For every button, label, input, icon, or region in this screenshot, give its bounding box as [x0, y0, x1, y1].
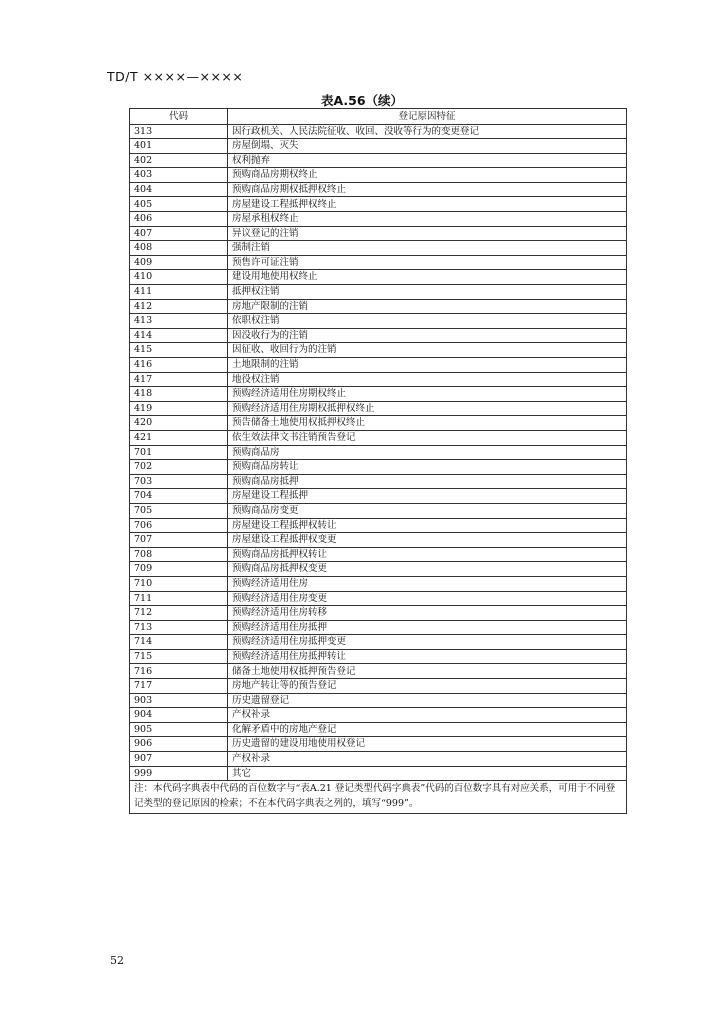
table-row [130, 416, 627, 431]
table-row [130, 255, 627, 270]
code-cell: 716 [130, 664, 228, 679]
reason-cell: 预购经济适用住房抵押变更 [228, 635, 627, 650]
reason-cell: 土地限制的注销 [228, 358, 627, 373]
table-row [130, 343, 627, 358]
page-number: 52 [110, 954, 124, 967]
reason-cell: 预购商品房抵押权变更 [228, 562, 627, 577]
reason-cell: 房屋建设工程抵押 [228, 489, 627, 504]
code-cell: 712 [130, 606, 228, 621]
reason-cell: 房地产转让等的预告登记 [228, 679, 627, 694]
reason-cell: 预购商品房变更 [228, 503, 627, 518]
reason-cell: 预购经济适用住房 [228, 576, 627, 591]
code-cell: 711 [130, 591, 228, 606]
reason-cell: 预购商品房 [228, 445, 627, 460]
table-row [130, 285, 627, 300]
table-row [130, 168, 627, 183]
code-cell: 413 [130, 314, 228, 329]
table-row [130, 197, 627, 212]
reason-cell: 因行政机关、人民法院征收、收回、没收等行为的变更登记 [228, 124, 627, 139]
code-cell: 707 [130, 533, 228, 548]
table-header-row [130, 109, 627, 125]
table-row [130, 708, 627, 723]
code-cell: 903 [130, 693, 228, 708]
table-row [130, 328, 627, 343]
table-row [130, 766, 627, 781]
code-cell: 710 [130, 576, 228, 591]
reason-cell: 预购商品房期权抵押权终止 [228, 182, 627, 197]
reason-cell: 预购商品房抵押权转让 [228, 547, 627, 562]
reason-cell: 预购经济适用住房抵押 [228, 620, 627, 635]
reason-cell: 依生效法律文书注销预告登记 [228, 430, 627, 445]
table-row [130, 139, 627, 154]
code-cell: 408 [130, 241, 228, 256]
table-row [130, 606, 627, 621]
table-row [130, 241, 627, 256]
reason-cell: 预告储备土地使用权抵押权终止 [228, 416, 627, 431]
table-row [130, 401, 627, 416]
code-cell: 904 [130, 708, 228, 723]
code-cell: 419 [130, 401, 228, 416]
table-row [130, 547, 627, 562]
code-cell: 417 [130, 372, 228, 387]
reason-cell: 房屋承租权终止 [228, 212, 627, 227]
reason-cell: 依职权注销 [228, 314, 627, 329]
reason-cell: 产权补录 [228, 752, 627, 767]
table-row [130, 430, 627, 445]
table-row [130, 620, 627, 635]
code-cell: 706 [130, 518, 228, 533]
code-cell: 713 [130, 620, 228, 635]
code-cell: 708 [130, 547, 228, 562]
code-cell: 420 [130, 416, 228, 431]
code-cell: 702 [130, 460, 228, 475]
reason-cell: 预购经济适用住房变更 [228, 591, 627, 606]
table-row [130, 460, 627, 475]
reason-cell: 其它 [228, 766, 627, 781]
table-row [130, 314, 627, 329]
table-row [130, 737, 627, 752]
reason-cell: 预购经济适用住房期权抵押权终止 [228, 401, 627, 416]
code-cell: 905 [130, 722, 228, 737]
reason-cell: 产权补录 [228, 708, 627, 723]
table-row [130, 752, 627, 767]
code-cell: 714 [130, 635, 228, 650]
table-row [130, 372, 627, 387]
reason-cell: 房地产限制的注销 [228, 299, 627, 314]
code-cell: 705 [130, 503, 228, 518]
table-row [130, 358, 627, 373]
table-row [130, 124, 627, 139]
code-cell: 414 [130, 328, 228, 343]
reason-cell: 预购商品房转让 [228, 460, 627, 475]
table-row [130, 591, 627, 606]
reason-cell: 历史遗留的建设用地使用权登记 [228, 737, 627, 752]
code-cell: 410 [130, 270, 228, 285]
table-row [130, 445, 627, 460]
reason-cell: 因征收、收回行为的注销 [228, 343, 627, 358]
reason-cell: 化解矛盾中的房地产登记 [228, 722, 627, 737]
code-cell: 407 [130, 226, 228, 241]
reason-cell: 预购商品房期权终止 [228, 168, 627, 183]
table-row [130, 387, 627, 402]
code-cell: 704 [130, 489, 228, 504]
reason-cell: 房屋倒塌、灭失 [228, 139, 627, 154]
code-cell: 402 [130, 153, 228, 168]
reason-cell: 抵押权注销 [228, 285, 627, 300]
table-row [130, 649, 627, 664]
table-row [130, 270, 627, 285]
table-row [130, 226, 627, 241]
table-row [130, 518, 627, 533]
code-table [129, 108, 627, 814]
code-cell: 701 [130, 445, 228, 460]
code-cell: 415 [130, 343, 228, 358]
code-cell: 421 [130, 430, 228, 445]
table-row [130, 489, 627, 504]
code-cell: 907 [130, 752, 228, 767]
table-row [130, 693, 627, 708]
reason-cell: 历史遗留登记 [228, 693, 627, 708]
table-row [130, 635, 627, 650]
table-row [130, 722, 627, 737]
table-note: 注：本代码字典表中代码的百位数字与“表A.21 登记类型代码字典表”代码的百位数字具有对应关系，可用于不同登记类型的登记原因的检索；不在本代码字典表之列的，填写“999”。 [130, 781, 627, 814]
code-cell: 411 [130, 285, 228, 300]
code-cell: 409 [130, 255, 228, 270]
table-row [130, 182, 627, 197]
reason-cell: 房屋建设工程抵押权转让 [228, 518, 627, 533]
code-cell: 406 [130, 212, 228, 227]
code-cell: 717 [130, 679, 228, 694]
table-row [130, 562, 627, 577]
table-row [130, 212, 627, 227]
reason-cell: 储备土地使用权抵押预告登记 [228, 664, 627, 679]
table-row [130, 153, 627, 168]
code-cell: 416 [130, 358, 228, 373]
code-cell: 403 [130, 168, 228, 183]
reason-cell: 房屋建设工程抵押权变更 [228, 533, 627, 548]
table-title: 表A.56（续） [320, 93, 404, 108]
code-cell: 404 [130, 182, 228, 197]
reason-cell: 房屋建设工程抵押权终止 [228, 197, 627, 212]
reason-cell: 因没收行为的注销 [228, 328, 627, 343]
table-row [130, 679, 627, 694]
reason-cell: 预购经济适用住房抵押转让 [228, 649, 627, 664]
reason-cell: 预售许可证注销 [228, 255, 627, 270]
column-header-code: 代码 [130, 109, 228, 125]
reason-cell: 预购经济适用住房转移 [228, 606, 627, 621]
note-row [130, 781, 627, 814]
table-row [130, 503, 627, 518]
code-cell: 709 [130, 562, 228, 577]
code-cell: 703 [130, 474, 228, 489]
code-cell: 418 [130, 387, 228, 402]
code-cell: 906 [130, 737, 228, 752]
table-row [130, 474, 627, 489]
code-cell: 401 [130, 139, 228, 154]
reason-cell: 异议登记的注销 [228, 226, 627, 241]
code-cell: 999 [130, 766, 228, 781]
table-row [130, 299, 627, 314]
code-cell: 405 [130, 197, 228, 212]
code-cell: 715 [130, 649, 228, 664]
table-row [130, 664, 627, 679]
code-cell: 412 [130, 299, 228, 314]
standard-number: TD/T ××××—×××× [107, 69, 244, 84]
reason-cell: 预购商品房抵押 [228, 474, 627, 489]
reason-cell: 强制注销 [228, 241, 627, 256]
table-row [130, 533, 627, 548]
reason-cell: 预购经济适用住房期权终止 [228, 387, 627, 402]
reason-cell: 权利抛弃 [228, 153, 627, 168]
table-row [130, 576, 627, 591]
reason-cell: 地役权注销 [228, 372, 627, 387]
column-header-reason: 登记原因特征 [228, 109, 627, 125]
table-body [130, 124, 627, 781]
code-cell: 313 [130, 124, 228, 139]
reason-cell: 建设用地使用权终止 [228, 270, 627, 285]
